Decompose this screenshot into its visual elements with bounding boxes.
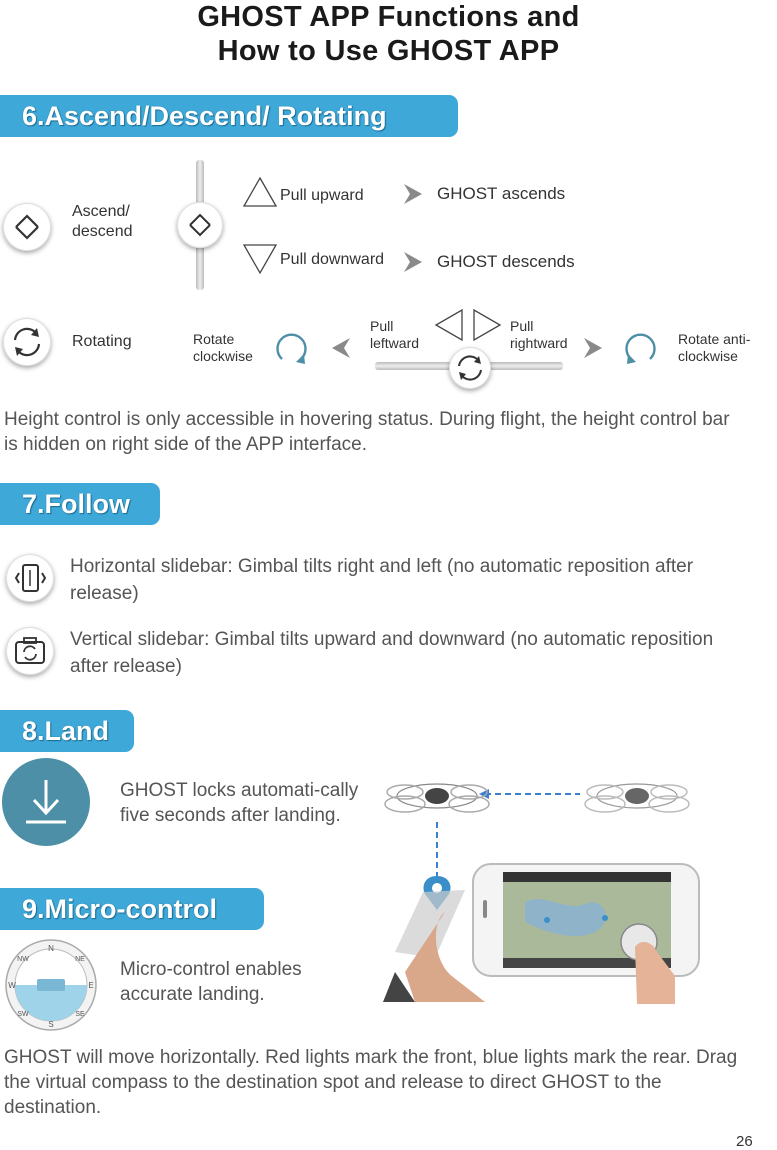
- section-8-heading: 8.Land: [0, 710, 134, 752]
- chevron-right-icon: [402, 182, 424, 206]
- page-title-line2: How to Use GHOST APP: [217, 35, 560, 67]
- chevron-right-icon: [402, 250, 424, 274]
- camera-rotate-icon: [6, 627, 54, 675]
- svg-text:N: N: [48, 944, 54, 953]
- section-6-heading: 6.Ascend/Descend/ Rotating: [0, 95, 458, 137]
- triangle-right-icon: [472, 308, 502, 342]
- rotate-knob-icon: [449, 347, 491, 389]
- vertical-slidebar-button: [6, 627, 54, 675]
- page-number: 26: [736, 1133, 753, 1150]
- pull-downward-label: Pull downward: [280, 251, 385, 268]
- rotate-anticlockwise-label: Rotate anti-clockwise: [678, 331, 751, 364]
- chevron-left-icon: [330, 336, 352, 360]
- ascend-descend-button: [3, 203, 51, 251]
- drone-left: [385, 784, 489, 812]
- micro-control-illustration: [375, 772, 777, 1004]
- land-text: GHOST locks automati-cally five seconds after landing.: [120, 780, 359, 826]
- rotate-icon: [3, 318, 51, 366]
- pull-rightward-label: Pull rightward: [510, 318, 568, 351]
- land-icon: [2, 758, 90, 846]
- ascend-descend-icon: [3, 203, 51, 251]
- chevron-right-icon: [582, 336, 604, 360]
- svg-text:S: S: [48, 1020, 54, 1029]
- gimbal-horizontal-icon: [6, 554, 54, 602]
- triangle-up-icon: [242, 176, 278, 208]
- slider-knob-icon: [177, 202, 223, 248]
- micro-control-text: Micro-control enables accurate landing.: [120, 959, 302, 1005]
- section-9-heading: 9.Micro-control: [0, 888, 264, 930]
- page-title: [0, 0, 777, 68]
- horizontal-slidebar-button: [6, 554, 54, 602]
- rotating-label: Rotating: [72, 333, 132, 350]
- ghost-descends-text: GHOST descends: [437, 252, 575, 271]
- rotate-clockwise-label: Rotate clockwise: [193, 331, 253, 364]
- ascend-descend-label: Ascend/ descend: [72, 203, 133, 240]
- svg-text:NW: NW: [17, 956, 29, 963]
- horizontal-slider-knob: [449, 347, 491, 389]
- compass-icon: [3, 937, 99, 1033]
- micro-control-note: GHOST will move horizontally. Red lights mark the front, blue lights mark the rear. Drag the virtual compass to the destination spot and release to direct GHOST to the destination.: [4, 1047, 738, 1118]
- land-button: [2, 758, 90, 846]
- section-7-heading: 7.Follow: [0, 483, 160, 525]
- rotate-anticlockwise-icon: [620, 326, 664, 370]
- triangle-left-icon: [434, 308, 464, 342]
- svg-text:W: W: [8, 981, 16, 990]
- vertical-slider-knob: [177, 202, 223, 248]
- page-title-line1: GHOST APP Functions and: [197, 1, 580, 33]
- pull-upward-label: Pull upward: [280, 187, 364, 204]
- triangle-down-icon: [242, 243, 278, 275]
- vertical-slidebar-text: Vertical slidebar: Gimbal tilts upward and downward (no automatic reposition after release): [70, 629, 714, 677]
- svg-text:SW: SW: [17, 1011, 29, 1018]
- svg-text:NE: NE: [75, 956, 85, 963]
- rotating-button: [3, 318, 51, 366]
- drone-right: [585, 784, 689, 812]
- svg-text:SE: SE: [75, 1011, 85, 1018]
- horizontal-slidebar-text: Horizontal slidebar: Gimbal tilts right and left (no automatic reposition after release): [70, 556, 694, 604]
- svg-text:E: E: [88, 981, 94, 990]
- height-control-note: Height control is only accessible in hovering status. During flight, the height control bar is hidden on right side of the APP interface.: [4, 409, 730, 455]
- pull-leftward-label: Pull leftward: [370, 318, 420, 351]
- ghost-ascends-text: GHOST ascends: [437, 184, 566, 203]
- rotate-clockwise-icon: [268, 326, 312, 370]
